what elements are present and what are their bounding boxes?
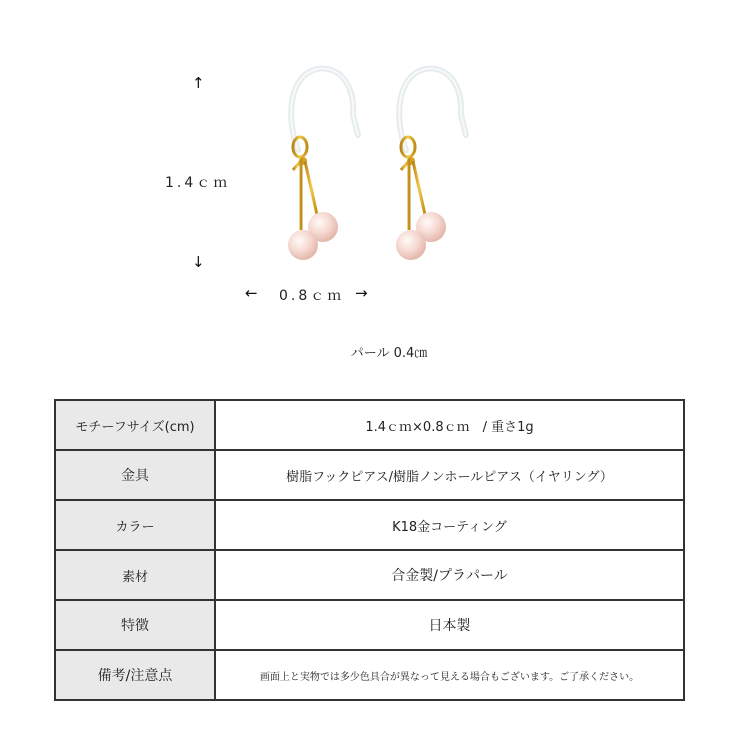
row-label-material: 素材 bbox=[55, 550, 215, 600]
height-label: 1.4ｃｍ bbox=[165, 175, 231, 191]
earring-left bbox=[288, 69, 358, 260]
table-row bbox=[55, 450, 684, 500]
height-arrow-down: ↓ bbox=[192, 253, 205, 271]
table-row bbox=[55, 500, 684, 550]
table-row bbox=[55, 650, 684, 700]
table-row bbox=[55, 600, 684, 650]
row-label-notes: 備考/注意点 bbox=[55, 650, 215, 700]
row-label-fittings: 金具 bbox=[55, 450, 215, 500]
table-row bbox=[55, 400, 684, 450]
row-value-motif-size: 1.4ｃｍ×0.8ｃｍ / 重さ1g bbox=[215, 400, 684, 450]
row-label-color: カラー bbox=[55, 500, 215, 550]
row-value-features: 日本製 bbox=[215, 600, 684, 650]
row-label-motif-size: モチーフサイズ(cm) bbox=[55, 400, 215, 450]
earring-right bbox=[396, 69, 466, 260]
product-photo bbox=[255, 55, 515, 280]
width-arrow-right: → bbox=[355, 284, 368, 302]
spec-table bbox=[54, 399, 685, 701]
row-value-notes: 画面上と実物では多少色具合が異なって見える場合もございます。ご了承ください。 bbox=[215, 650, 684, 700]
row-value-fittings: 樹脂フックピアス/樹脂ノンホールピアス（イヤリング） bbox=[215, 450, 684, 500]
pearl-size-caption: パール 0.4㎝ bbox=[350, 346, 428, 361]
row-label-features: 特徴 bbox=[55, 600, 215, 650]
height-arrow-up: ↑ bbox=[192, 74, 205, 92]
width-arrow-left: ← bbox=[245, 284, 258, 302]
table-row bbox=[55, 550, 684, 600]
row-value-material: 合金製/プラパール bbox=[215, 550, 684, 600]
row-value-color: K18金コーティング bbox=[215, 500, 684, 550]
width-label: 0.8ｃｍ bbox=[279, 288, 345, 304]
